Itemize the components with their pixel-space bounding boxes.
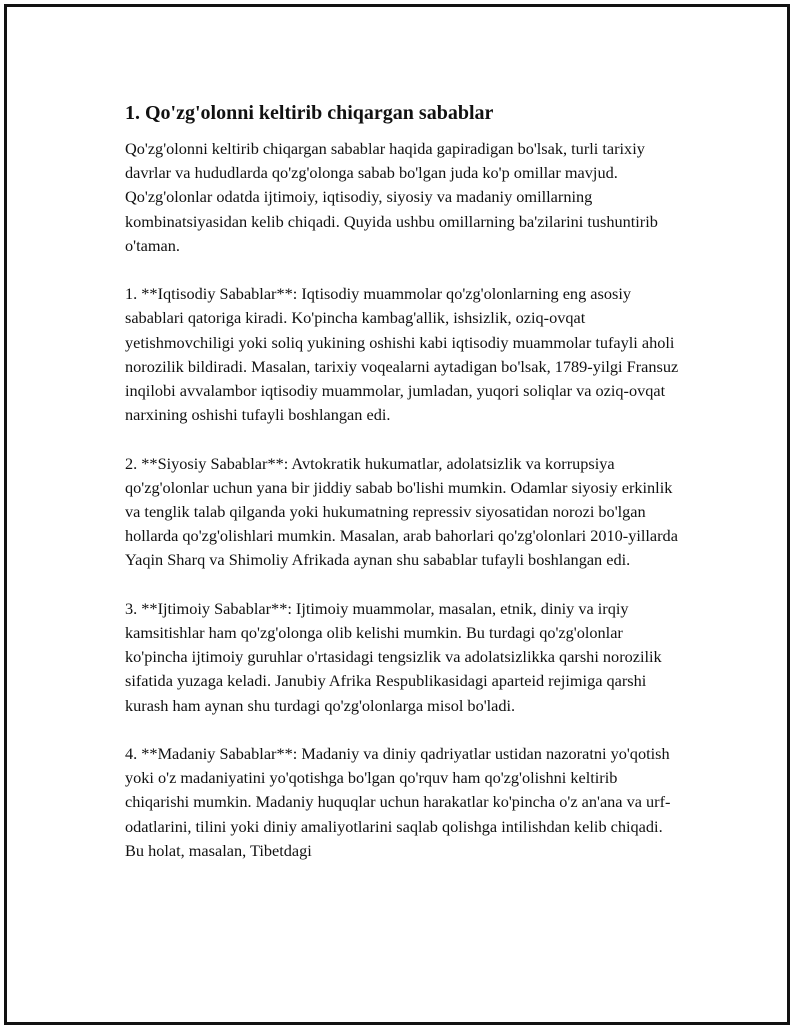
paragraph-cultural-causes: 4. **Madaniy Sabablar**: Madaniy va diniy qadriyatlar ustidan nazoratni yo'qotish yoki o'z madaniyatini yo'qotishga bo'lgan qo'rquv ham qo'zg'olishni keltirib chiqarishi mumkin. Madaniy huquqlar uchun harakatlar ko'pincha o'z an'ana va urf-odatlarini, tilini yoki diniy amaliyotlarini saqlab qolishga intilishdan kelib chiqadi. Bu holat, masalan, Tibetdagi <box>125 744 671 860</box>
paragraph-social-causes: 3. **Ijtimoiy Sabablar**: Ijtimoiy muammolar, masalan, etnik, diniy va irqiy kamsitishlar ham qo'zg'olonga olib kelishi mumkin. Bu turdagi qo'zg'olonlar ko'pincha ijtimoiy guruhlar o'rtasidagi tengsizlik va adolatsizlikka qarshi norozilik sifatida yuzaga keladi. Janubiy Afrika Respublikasidagi aparteid rejimiga qarshi kurash ham aynan shu turdagi qo'zg'olonlarga misol bo'ladi. <box>125 598 662 715</box>
page-frame <box>4 4 790 1025</box>
intro-paragraph: Qo'zg'olonni keltirib chiqargan sabablar haqida gapiradigan bo'lsak, turli tarixiy davrlar va hududlarda qo'zg'olonga sabab bo'lgan juda ko'p omillar mavjud. Qo'zg'olonlar odatda ijtimoiy, iqtisodiy, siyosiy va madaniy omillarning kombinatsiyasidan kelib chiqadi. Quyida ushbu omillarning ba'zilarini tushuntirib o'taman. <box>125 139 658 255</box>
document-title: 1. Qo'zg'olonni keltirib chiqargan sabablar <box>125 102 494 124</box>
paragraph-political-causes: 2. **Siyosiy Sabablar**: Avtokratik hukumatlar, adolatsizlik va korrupsiya qo'zg'olonlar uchun yana bir jiddiy sabab bo'lishi mumkin. Odamlar siyosiy erkinlik va tenglik talab qilganda yoki hukumatning repressiv siyosatidan norozi bo'lgan hollarda qo'zg'olishlari mumkin. Masalan, arab bahorlari qo'zg'olonlari 2010-yillarda Yaqin Sharq va Shimoliy Afrikada aynan shu sabablar tufayli boshlangan edi. <box>125 453 678 570</box>
document-body <box>125 99 685 887</box>
paragraph-economic-causes: 1. **Iqtisodiy Sabablar**: Iqtisodiy muammolar qo'zg'olonlarning eng asosiy sabablari qatoriga kiradi. Ko'pincha kambag'allik, ishsizlik, oziq-ovqat yetishmovchiligi yoki soliq yukining oshishi kabi iqtisodiy muammolar tufayli aholi norozilik bildiradi. Masalan, tarixiy voqealarni aytadigan bo'lsak, 1789-yilgi Fransuz inqilobi avvalambor iqtisodiy muammolar, jumladan, yuqori soliqlar va oziq-ovqat narxining oshishi tufayli boshlangan edi. <box>125 284 679 425</box>
